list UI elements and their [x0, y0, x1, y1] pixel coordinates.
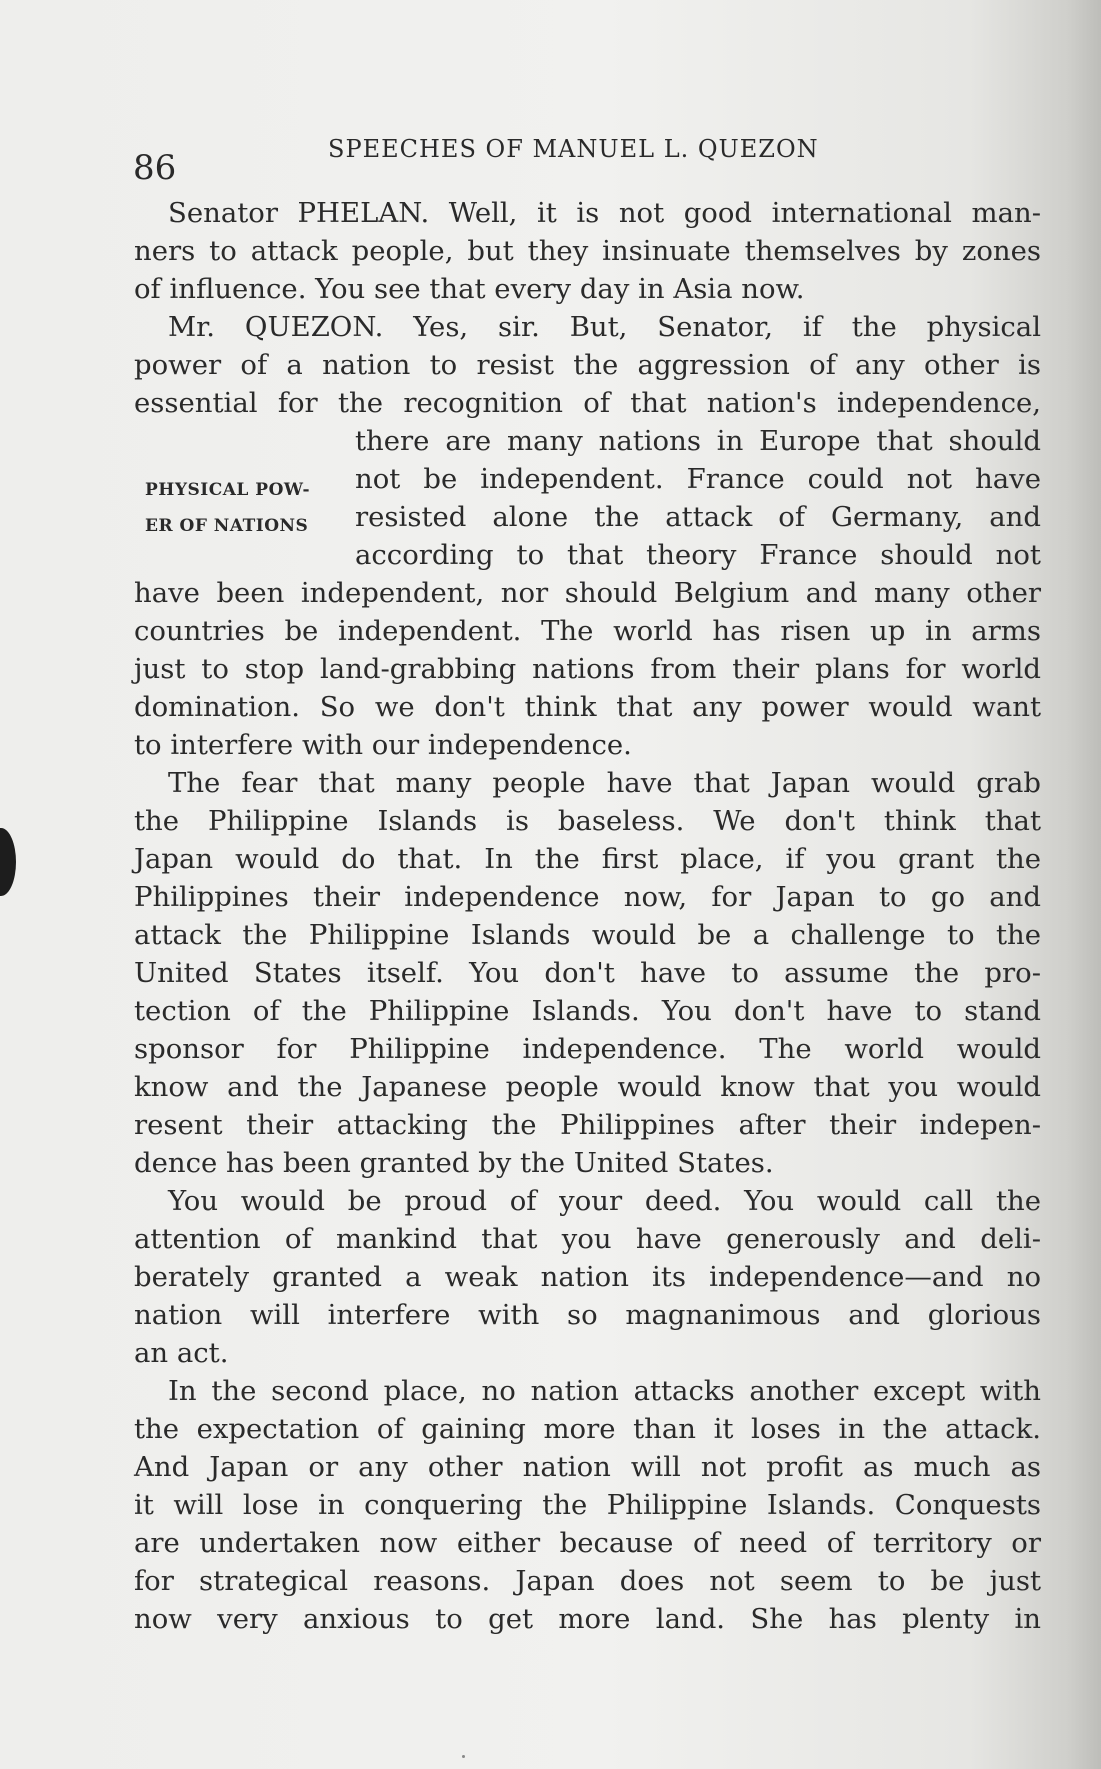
text-line: And Japan or any other nation will not profit as much as: [134, 1451, 1041, 1483]
text-line: there are many nations in Europe that should: [355, 425, 1041, 457]
text-line: not be independent. France could not have: [355, 463, 1041, 495]
text-line: Senator PHELAN. Well, it is not good international man-: [168, 197, 1041, 229]
text-line: essential for the recognition of that nation's independence,: [134, 387, 1041, 419]
text-line: are undertaken now either because of need of territory or: [134, 1527, 1041, 1559]
page-number: 86: [133, 148, 177, 188]
text-line: for strategical reasons. Japan does not seem to be just: [134, 1565, 1041, 1597]
text-line: United States itself. You don't have to assume the pro-: [134, 957, 1041, 989]
text-line: domination. So we don't think that any power would want: [134, 691, 1041, 723]
text-line: tection of the Philippine Islands. You don't have to stand: [134, 995, 1041, 1027]
text-line: sponsor for Philippine independence. The world would: [134, 1033, 1041, 1065]
text-line: Mr. QUEZON. Yes, sir. But, Senator, if the physical: [168, 311, 1041, 343]
text-line: the Philippine Islands is baseless. We don't think that: [134, 805, 1041, 837]
running-head: SPEECHES OF MANUEL L. QUEZON: [328, 135, 819, 163]
text-line: power of a nation to resist the aggression of any other is: [134, 349, 1041, 381]
text-line: know and the Japanese people would know that you would: [134, 1071, 1041, 1103]
text-line: dence has been granted by the United States.: [134, 1147, 774, 1179]
speck: [462, 1755, 465, 1758]
margin-note-line-1: PHYSICAL POW-: [145, 480, 311, 500]
text-line: according to that theory France should not: [355, 539, 1041, 571]
text-line: nation will interfere with so magnanimous and glorious: [134, 1299, 1041, 1331]
text-line: The fear that many people have that Japan would grab: [168, 767, 1041, 799]
text-line: attack the Philippine Islands would be a challenge to the: [134, 919, 1041, 951]
text-line: In the second place, no nation attacks another except with: [168, 1375, 1041, 1407]
text-line: Philippines their independence now, for Japan to go and: [134, 881, 1041, 913]
text-line: to interfere with our independence.: [134, 729, 632, 761]
text-line: it will lose in conquering the Philippine Islands. Conquests: [134, 1489, 1041, 1521]
thumb-shadow: [0, 828, 16, 896]
text-line: have been independent, nor should Belgium and many other: [134, 577, 1041, 609]
text-line: Japan would do that. In the first place, if you grant the: [134, 843, 1041, 875]
text-line: just to stop land-grabbing nations from their plans for world: [134, 653, 1041, 685]
text-line: resisted alone the attack of Germany, and: [355, 501, 1041, 533]
text-line: the expectation of gaining more than it loses in the attack.: [134, 1413, 1041, 1445]
text-line: attention of mankind that you have generously and deli-: [134, 1223, 1041, 1255]
text-line: an act.: [134, 1337, 229, 1369]
text-line: countries be independent. The world has risen up in arms: [134, 615, 1041, 647]
text-line: berately granted a weak nation its independence—and no: [134, 1261, 1041, 1293]
text-line: You would be proud of your deed. You would call the: [168, 1185, 1041, 1217]
text-line: of influence. You see that every day in Asia now.: [134, 273, 805, 305]
text-line: now very anxious to get more land. She has plenty in: [134, 1603, 1041, 1635]
margin-note-line-2: ER OF NATIONS: [145, 516, 309, 536]
text-line: ners to attack people, but they insinuate themselves by zones: [134, 235, 1041, 267]
text-line: resent their attacking the Philippines after their indepen-: [134, 1109, 1041, 1141]
